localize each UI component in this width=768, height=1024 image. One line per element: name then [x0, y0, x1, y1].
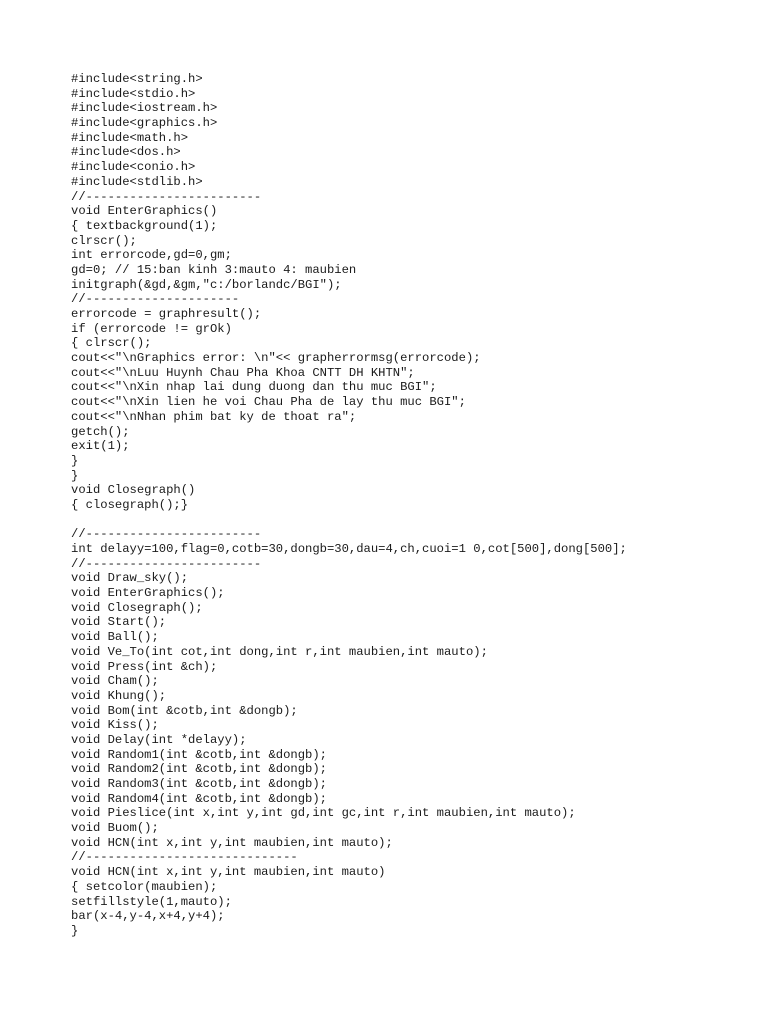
code-line: cout<<"\nGraphics error: \n"<< grapherrormsg(errorcode); [71, 351, 481, 366]
code-line: //----------------------------- [71, 850, 298, 865]
code-line: } [71, 453, 79, 468]
code-line: void Random3(int &cotb,int &dongb); [71, 777, 327, 791]
code-line: void Random1(int &cotb,int &dongb); [71, 747, 327, 762]
code-line: bar(x-4,y-4,x+4,y+4); [71, 909, 225, 924]
code-line: void HCN(int x,int y,int maubien,int mauto); [71, 835, 393, 850]
code-line [71, 513, 761, 528]
code-line: void Kiss(); [71, 718, 159, 733]
code-line: void Khung(); [71, 688, 167, 703]
code-line: void Press(int &ch); [71, 659, 218, 674]
code-line: { setcolor(maubien); [71, 879, 218, 894]
code-line: void HCN(int x,int y,int maubien,int mauto) [71, 865, 386, 880]
code-line: //------------------------ [71, 189, 262, 204]
code-line: cout<<"\nXin nhap lai dung duong dan thu muc BGI"; [71, 380, 437, 395]
code-line: errorcode = graphresult(); [71, 307, 262, 321]
code-line: #include<stdio.h> [71, 86, 196, 101]
code-line: #include<iostream.h> [71, 101, 218, 116]
code-line: void Random2(int &cotb,int &dongb); [71, 762, 327, 777]
code-line: cout<<"\nNhan phim bat ky de thoat ra"; [71, 409, 357, 424]
code-line: cout<<"\nLuu Huynh Chau Pha Khoa CNTT DH KHTN"; [71, 365, 415, 380]
code-line: void Closegraph(); [71, 600, 203, 615]
code-line: #include<graphics.h> [71, 116, 218, 131]
code-line: void EnterGraphics(); [71, 586, 225, 601]
source-code-listing [71, 72, 761, 939]
code-line: void Cham(); [71, 674, 159, 689]
code-line: void Buom(); [71, 821, 159, 836]
code-line: void Random4(int &cotb,int &dongb); [71, 791, 327, 806]
code-line: void Ball(); [71, 630, 159, 645]
code-line: int errorcode,gd=0,gm; [71, 248, 232, 263]
code-line: #include<math.h> [71, 130, 189, 145]
code-line: void Bom(int &cotb,int &dongb); [71, 703, 298, 718]
code-line: } [71, 923, 79, 938]
code-line: void Draw_sky(); [71, 571, 189, 586]
code-line: gd=0; // 15:ban kinh 3:mauto 4: maubien [71, 262, 357, 277]
code-line: { closegraph();} [71, 497, 189, 512]
code-line: initgraph(&gd,&gm,"c:/borlandc/BGI"); [71, 277, 342, 292]
code-line: { textbackground(1); [71, 218, 218, 233]
code-line: #include<dos.h> [71, 145, 181, 160]
code-line: getch(); [71, 424, 130, 439]
code-line: setfillstyle(1,mauto); [71, 894, 232, 909]
code-line: void EnterGraphics() [71, 204, 218, 219]
code-line: int delayy=100,flag=0,cotb=30,dongb=30,dau=4,ch,cuoi=1 0,cot[500],dong[500]; [71, 542, 627, 556]
code-line: #include<stdlib.h> [71, 174, 203, 189]
code-line: void Ve_To(int cot,int dong,int r,int maubien,int mauto); [71, 644, 488, 659]
code-line: void Pieslice(int x,int y,int gd,int gc,int r,int maubien,int mauto); [71, 806, 576, 821]
code-line: void Closegraph() [71, 483, 196, 498]
code-line: //------------------------ [71, 527, 262, 542]
code-line: if (errorcode != grOk) [71, 321, 232, 336]
code-line: #include<conio.h> [71, 160, 196, 175]
code-line: void Start(); [71, 615, 167, 630]
code-line: } [71, 468, 79, 483]
code-line: //------------------------ [71, 556, 262, 571]
code-line: exit(1); [71, 439, 130, 454]
code-line: clrscr(); [71, 233, 137, 248]
code-line: { clrscr(); [71, 336, 152, 351]
code-line: //--------------------- [71, 292, 240, 307]
code-line: void Delay(int *delayy); [71, 732, 247, 747]
code-line: #include<string.h> [71, 72, 203, 86]
code-line: cout<<"\nXin lien he voi Chau Pha de lay thu muc BGI"; [71, 395, 466, 410]
